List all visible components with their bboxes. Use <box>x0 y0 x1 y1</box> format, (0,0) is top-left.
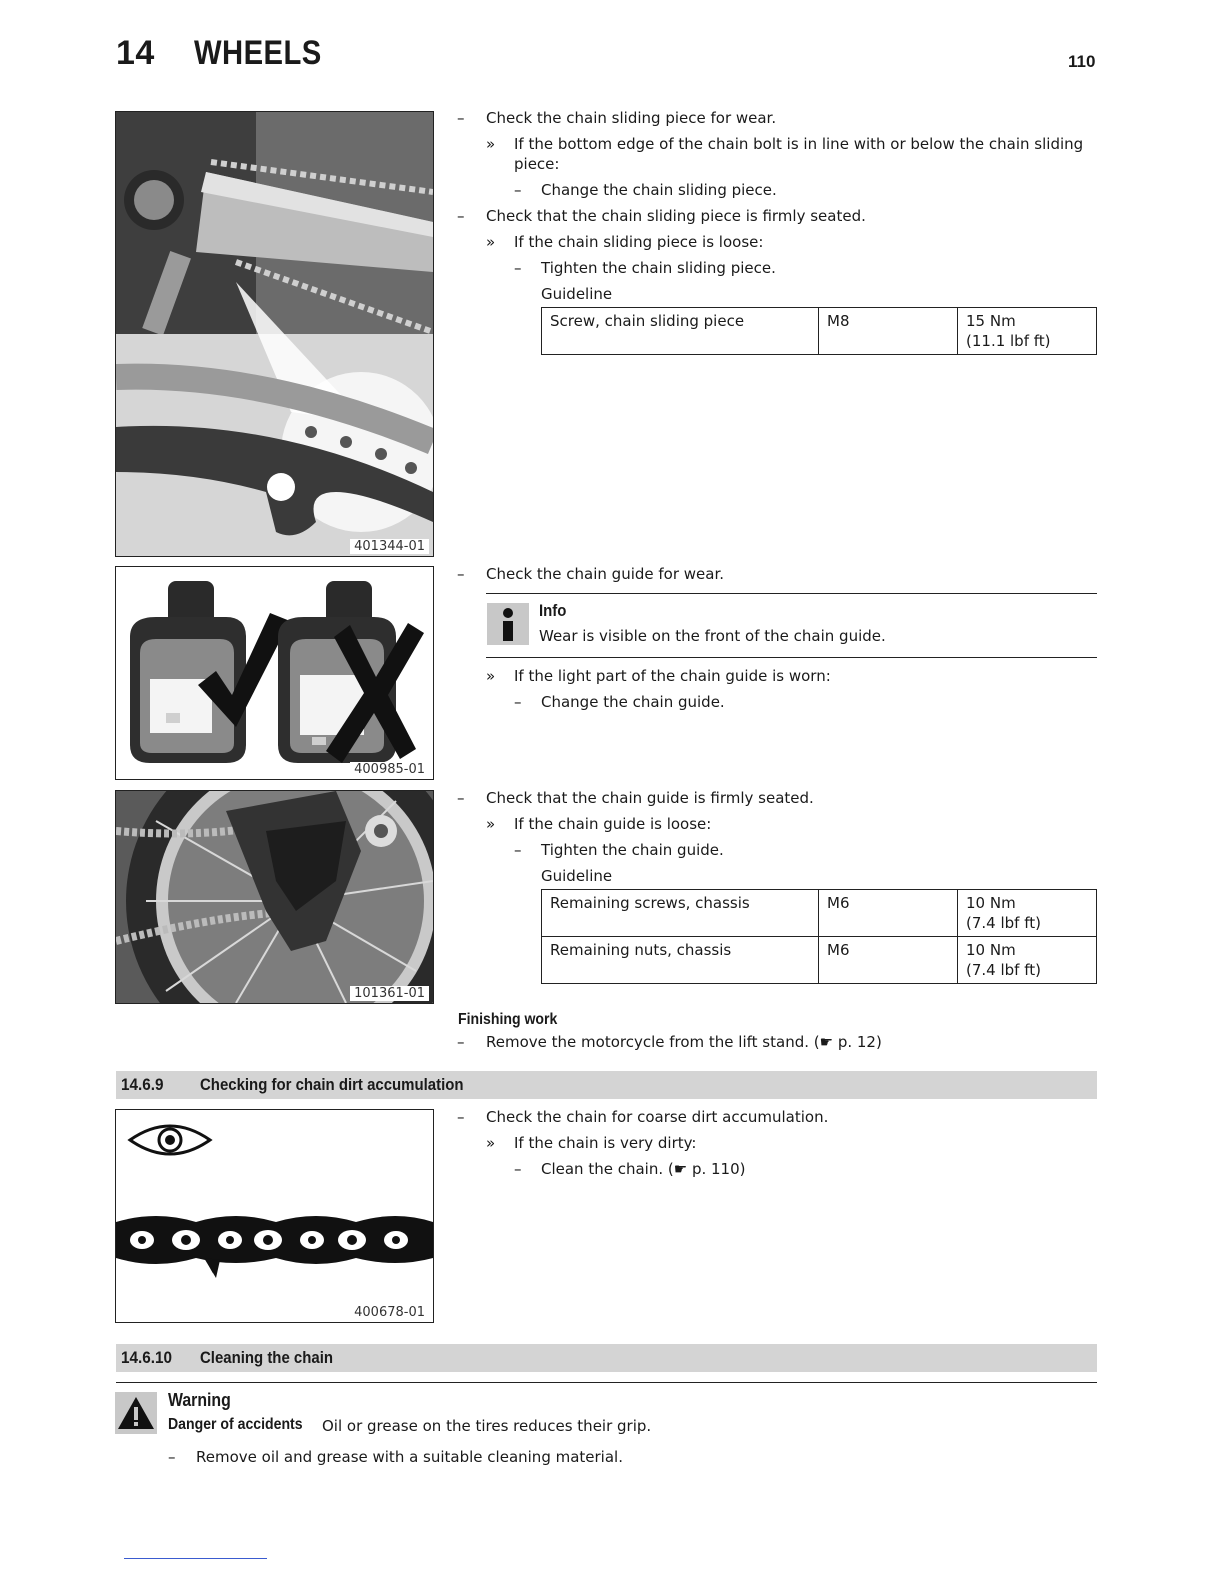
step-check-sliding-piece-seated: Check that the chain sliding piece is firmly seated. <box>486 207 866 225</box>
section-heading-14-6-9 <box>116 1071 1097 1099</box>
step-remove-from-lift-stand[interactable]: Remove the motorcycle from the lift stand. (☛ p. 12) <box>486 1033 882 1051</box>
dash-marker: – <box>514 841 522 859</box>
warning-title: Warning <box>168 1390 231 1410</box>
warning-icon <box>115 1392 157 1434</box>
table-cell-torque <box>958 308 1097 355</box>
torque-lbf: (7.4 lbf ft) <box>966 914 1041 932</box>
action-tighten-sliding-piece: Tighten the chain sliding piece. <box>541 259 776 277</box>
guideline-label: Guideline <box>541 285 613 303</box>
warning-label: Danger of accidents <box>168 1416 303 1433</box>
table-cell-item: Screw, chain sliding piece <box>542 308 819 355</box>
section-title: Checking for chain dirt accumulation <box>200 1075 464 1094</box>
action-clean-chain[interactable]: Clean the chain. (☛ p. 110) <box>541 1160 746 1178</box>
table-cell-item: Remaining nuts, chassis <box>542 937 819 984</box>
torque-nm: 10 Nm <box>966 894 1016 912</box>
info-text: Wear is visible on the front of the chain guide. <box>539 627 886 645</box>
rear-wheel-chain-guide-illustration <box>116 791 433 1003</box>
chapter-title: WHEELS <box>194 34 322 72</box>
condition-chain-dirty: If the chain is very dirty: <box>514 1134 697 1152</box>
chain-guide-wear-illustration <box>116 567 433 779</box>
dash-marker: – <box>514 181 522 199</box>
figure-chain-dirt <box>115 1109 434 1323</box>
torque-table-chain-guide <box>541 889 1097 984</box>
condition-sliding-piece-loose: If the chain sliding piece is loose: <box>514 233 764 251</box>
dash-marker: – <box>457 789 465 807</box>
dash-marker: – <box>514 1160 522 1178</box>
section-number: 14.6.9 <box>121 1075 164 1094</box>
dash-marker: – <box>457 1033 465 1051</box>
eye-icon <box>130 1126 210 1154</box>
condition-marker: » <box>486 233 496 251</box>
torque-lbf: (7.4 lbf ft) <box>966 961 1041 979</box>
figure-chain-guide-seated <box>115 790 434 1004</box>
section-number: 14.6.10 <box>121 1348 173 1367</box>
table-row <box>542 308 1097 355</box>
figure-code: 400678-01 <box>350 1305 429 1320</box>
section-title: Cleaning the chain <box>200 1348 334 1367</box>
warning-text: Oil or grease on the tires reduces their grip. <box>322 1417 652 1435</box>
section-heading-14-6-10 <box>116 1344 1097 1372</box>
torque-nm: 10 Nm <box>966 941 1016 959</box>
info-top-rule <box>486 593 1097 594</box>
chain-dirt-illustration <box>116 1110 433 1322</box>
info-bottom-rule <box>486 657 1097 658</box>
info-icon <box>487 603 529 645</box>
chain-sliding-piece-illustration <box>116 112 433 556</box>
condition-guide-worn: If the light part of the chain guide is worn: <box>514 667 831 685</box>
dash-marker: – <box>168 1448 176 1466</box>
figure-chain-guide-wear <box>115 566 434 780</box>
figure-chain-sliding-piece <box>115 111 434 557</box>
step-check-chain-dirt: Check the chain for coarse dirt accumulation. <box>486 1108 829 1126</box>
table-row <box>542 890 1097 937</box>
dash-marker: – <box>457 109 465 127</box>
info-title: Info <box>539 601 567 620</box>
dash-marker: – <box>514 693 522 711</box>
step-check-sliding-piece-wear: Check the chain sliding piece for wear. <box>486 109 777 127</box>
condition-marker: » <box>486 815 496 833</box>
footer-link-underline[interactable] <box>124 1558 267 1559</box>
table-cell-torque <box>958 890 1097 937</box>
figure-code: 400985-01 <box>350 762 429 777</box>
dash-marker: – <box>457 1108 465 1126</box>
action-tighten-chain-guide: Tighten the chain guide. <box>541 841 724 859</box>
dash-marker: – <box>457 565 465 583</box>
guideline-label: Guideline <box>541 867 613 885</box>
table-cell-thread: M6 <box>819 890 958 937</box>
step-remove-oil-grease: Remove oil and grease with a suitable cleaning material. <box>196 1448 623 1466</box>
chapter-number: 14 <box>116 34 155 72</box>
figure-code: 101361-01 <box>350 986 429 1001</box>
condition-guide-loose: If the chain guide is loose: <box>514 815 712 833</box>
table-row <box>542 937 1097 984</box>
action-change-sliding-piece: Change the chain sliding piece. <box>541 181 777 199</box>
condition-bolt-edge: If the bottom edge of the chain bolt is in line with or below the chain sliding <box>514 135 1084 153</box>
dash-marker: – <box>457 207 465 225</box>
table-cell-item: Remaining screws, chassis <box>542 890 819 937</box>
condition-marker: » <box>486 667 496 685</box>
condition-marker: » <box>486 1134 496 1152</box>
finishing-work-title: Finishing work <box>458 1011 558 1028</box>
table-cell-thread: M8 <box>819 308 958 355</box>
dash-marker: – <box>514 259 522 277</box>
step-check-chain-guide-wear: Check the chain guide for wear. <box>486 565 725 583</box>
figure-code: 401344-01 <box>350 539 429 554</box>
condition-marker: » <box>486 135 496 153</box>
table-cell-thread: M6 <box>819 937 958 984</box>
warning-top-rule <box>116 1382 1097 1383</box>
action-change-chain-guide: Change the chain guide. <box>541 693 725 711</box>
torque-table-sliding-piece <box>541 307 1097 355</box>
torque-lbf: (11.1 lbf ft) <box>966 332 1051 350</box>
condition-bolt-edge-cont: piece: <box>514 155 560 173</box>
torque-nm: 15 Nm <box>966 312 1016 330</box>
step-check-chain-guide-seated: Check that the chain guide is firmly seated. <box>486 789 814 807</box>
table-cell-torque <box>958 937 1097 984</box>
page-number: 110 <box>1068 52 1096 71</box>
